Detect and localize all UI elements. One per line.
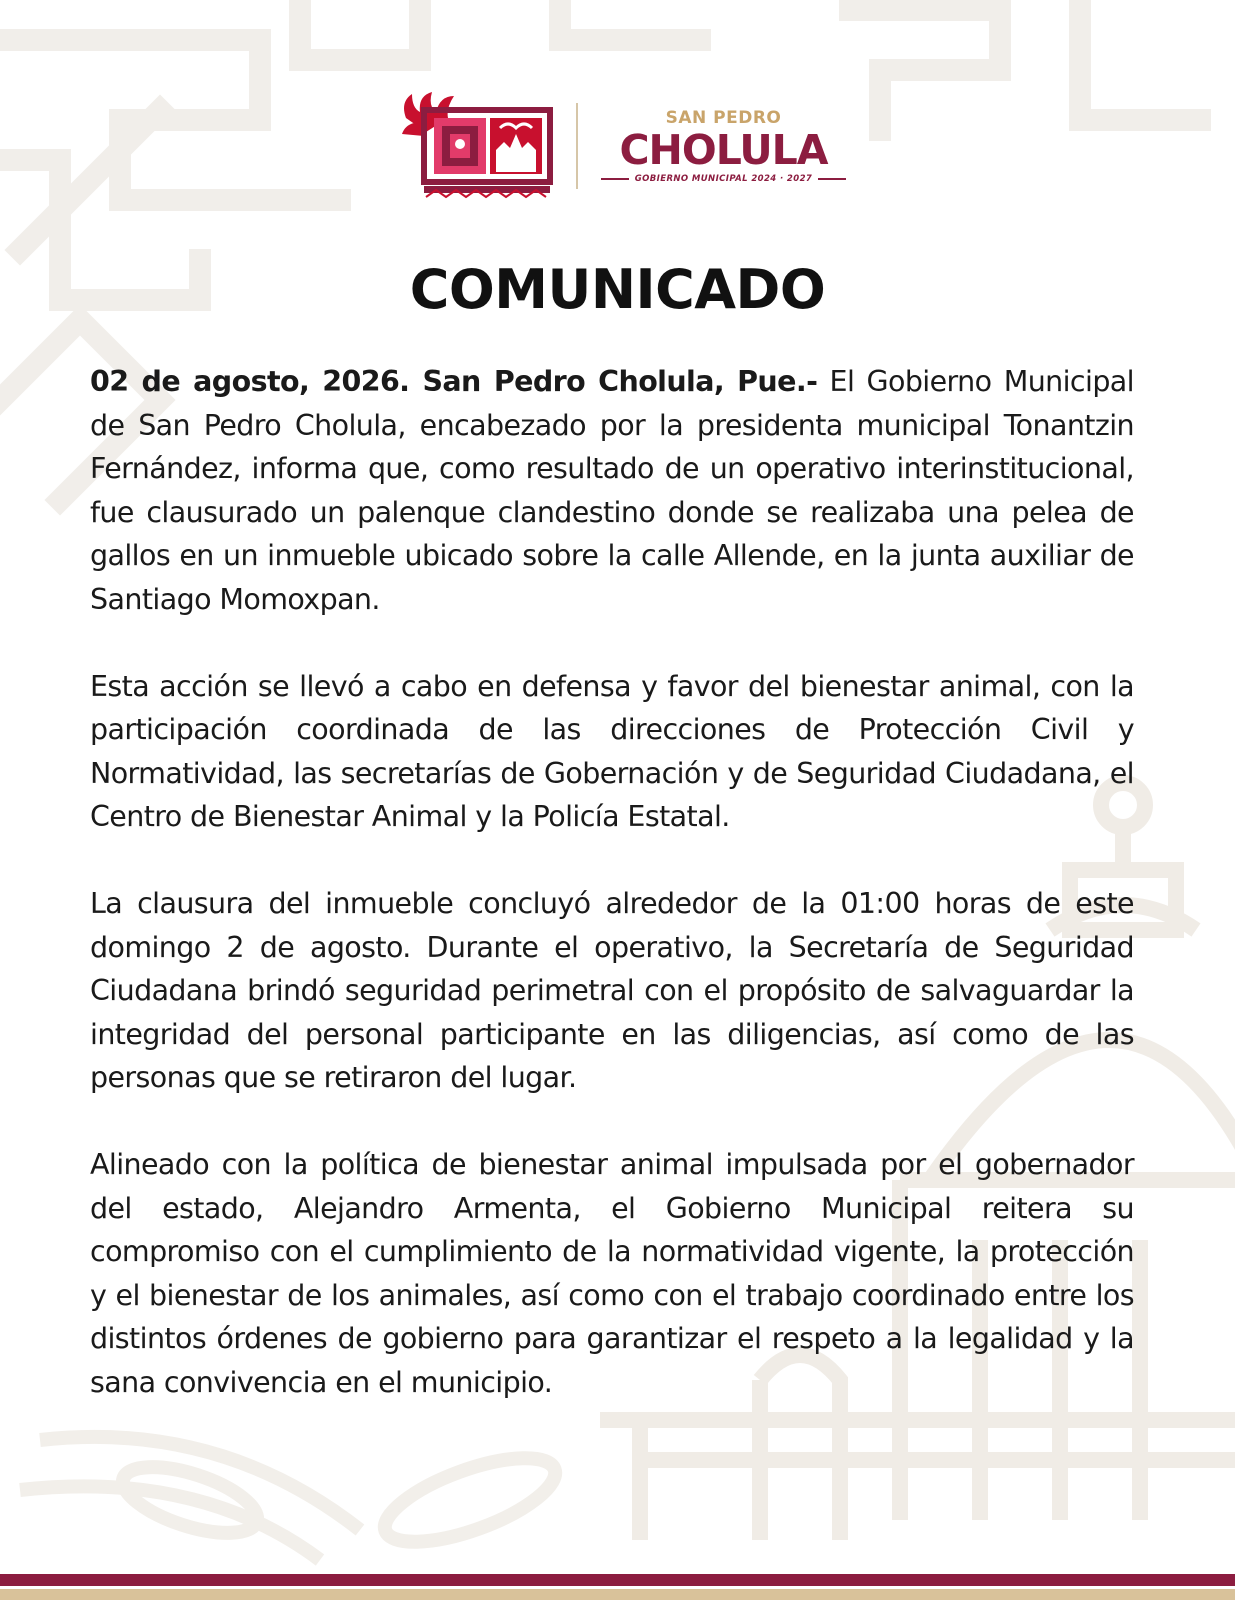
paragraph-1 xyxy=(90,360,1134,621)
footer-gold-stripe xyxy=(0,1589,1235,1600)
cholula-emblem-icon xyxy=(396,88,556,204)
footer-band xyxy=(0,1574,1235,1600)
paragraph-1-text: El Gobierno Municipal de San Pedro Cholula, encabezado por la presidenta municipal Tonantzin Fernández, informa que, como resultado de un operativo interinstitucional, fue clausurado un palenque clandestino donde se realizaba una pelea de gallos en un inmueble ubicado sobre la calle Allende, en la junta auxiliar de Santiago Momoxpan. xyxy=(90,365,1134,616)
brand-wordmark xyxy=(608,108,840,184)
paragraph-2: Esta acción se llevó a cabo en defensa y favor del bienestar animal, con la participación coordinada de las direcciones de Protección Civil y Normatividad, las secretarías de Gobernación y de Seguridad Ciudadana, el Centro de Bienestar Animal y la Policía Estatal. xyxy=(90,669,1134,833)
brand-sub-text: GOBIERNO MUNICIPAL 2024 · 2027 xyxy=(634,174,813,184)
paragraph-3: La clausura del inmueble concluyó alrededor de la 01:00 horas de este domingo 2 de agosto. Durante el operativo, la Secretaría de Seguridad Ciudadana brindó seguridad perimetral con el propósito de salvaguardar la integridad del personal participante en las diligencias, así como de las personas que se retiraron del lugar. xyxy=(90,887,1134,1094)
brand-sub-line-left xyxy=(601,178,629,180)
brand-sub-row xyxy=(601,174,846,184)
brand-main-text: CHOLULA xyxy=(619,126,828,174)
logo-divider xyxy=(576,103,578,189)
document-title: COMUNICADO xyxy=(409,258,826,321)
dateline: 02 de agosto, 2026. San Pedro Cholula, Pue.- xyxy=(90,365,818,398)
brand-sub-line-right xyxy=(818,178,846,180)
paragraph-4: Alineado con la política de bienestar animal impulsada por el gobernador del estado, Alejandro Armenta, el Gobierno Municipal reitera su compromiso con el cumplimiento de la normatividad vigente, la protección y el bienestar de los animales, así como con el trabajo coordinado entre los distintos órdenes de gobierno para garantizar el respeto a la legalidad y la sana convivencia en el municipio. xyxy=(90,1148,1134,1399)
footer-maroon-stripe xyxy=(0,1574,1235,1586)
header-logo xyxy=(0,88,1235,204)
corn-watermark xyxy=(20,1437,565,1560)
brand-top-text: SAN PEDRO xyxy=(665,108,782,128)
document-body xyxy=(90,360,1134,1448)
